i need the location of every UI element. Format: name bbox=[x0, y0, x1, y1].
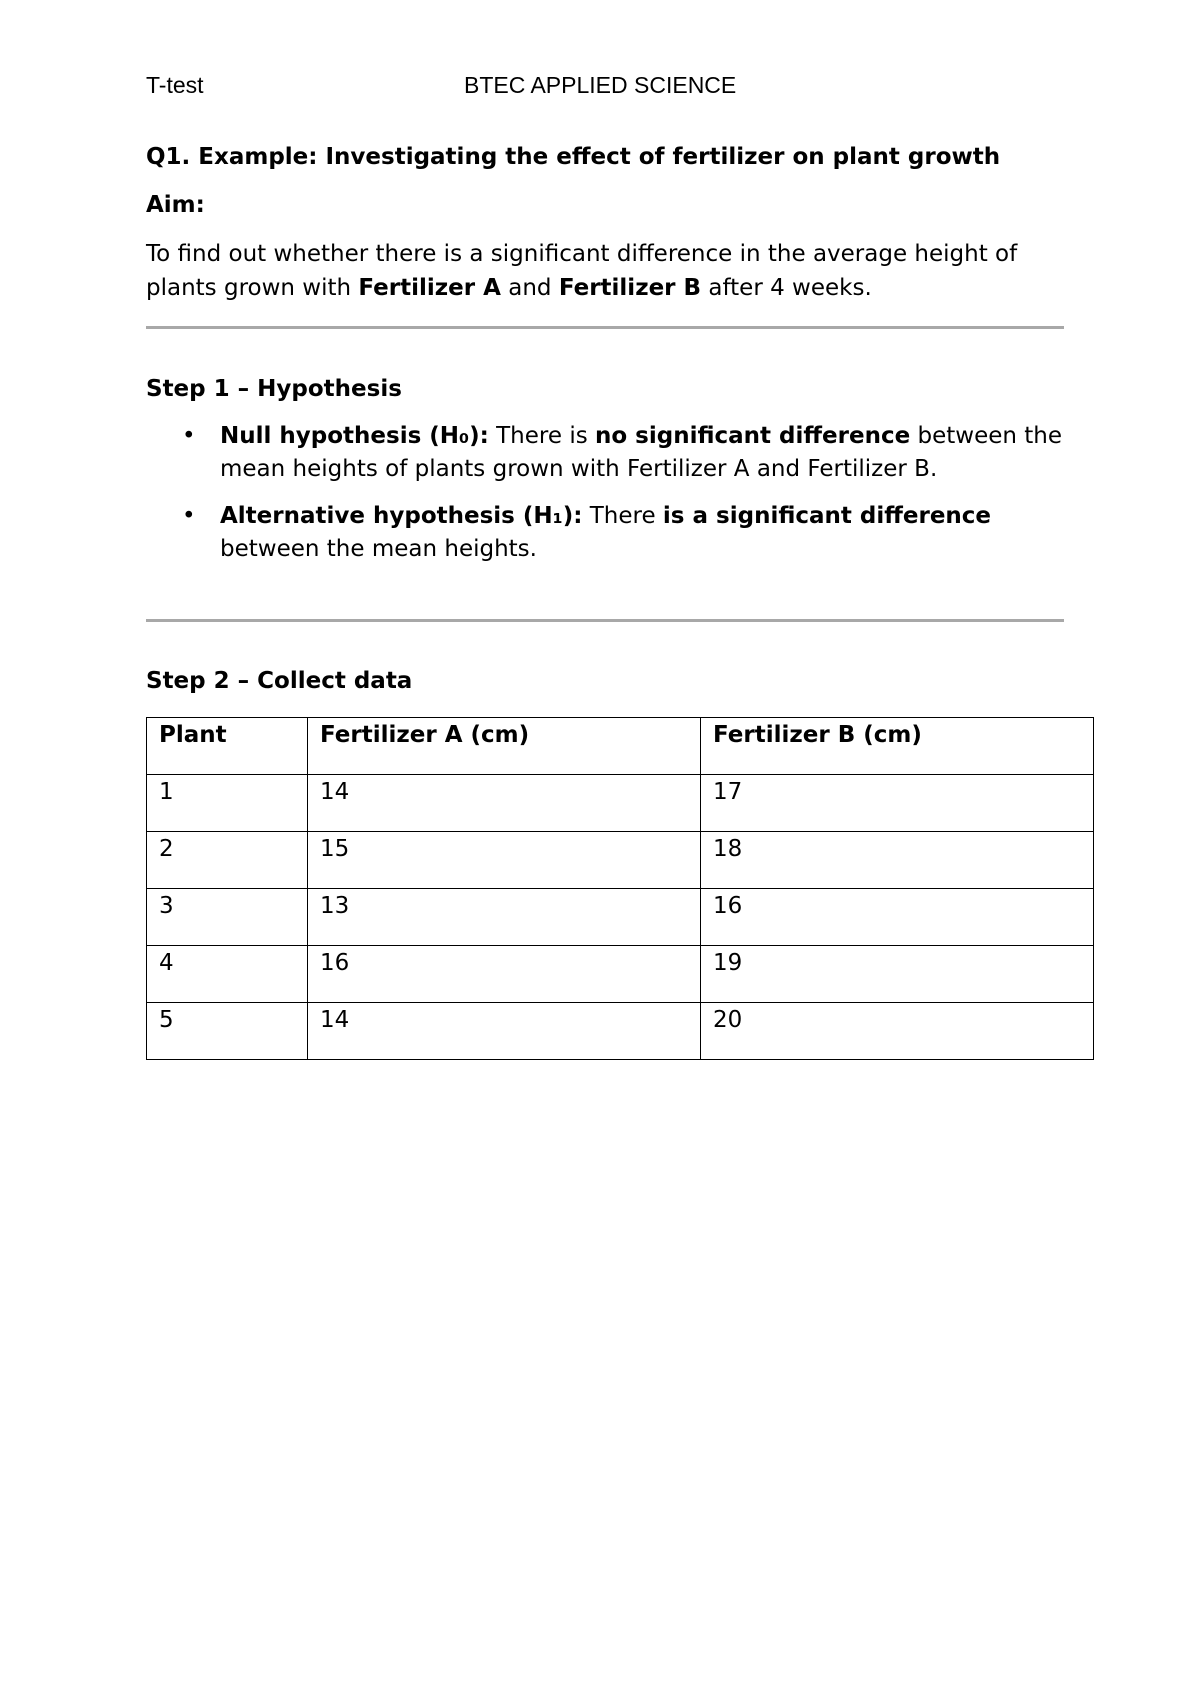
bullet-icon: • bbox=[182, 503, 196, 529]
aim-fertilizer-b: Fertilizer B bbox=[558, 275, 702, 301]
cell-fertilizer-a: 16 bbox=[308, 946, 701, 1003]
null-hypothesis-emphasis: no significant difference bbox=[595, 423, 911, 449]
section-divider bbox=[146, 619, 1064, 622]
cell-fertilizer-a: 15 bbox=[308, 832, 701, 889]
cell-fertilizer-a: 14 bbox=[308, 775, 701, 832]
cell-fertilizer-b: 20 bbox=[701, 1003, 1094, 1060]
section-divider bbox=[146, 326, 1064, 329]
step1-title: Step 1 – Hypothesis bbox=[146, 376, 402, 402]
data-table bbox=[146, 717, 1094, 1060]
cell-plant: 2 bbox=[147, 832, 308, 889]
cell-fertilizer-a: 13 bbox=[308, 889, 701, 946]
table-header-row bbox=[147, 718, 1094, 775]
table-row bbox=[147, 775, 1094, 832]
table-row bbox=[147, 946, 1094, 1003]
aim-text-part: and bbox=[500, 275, 559, 301]
table-row bbox=[147, 1003, 1094, 1060]
aim-text bbox=[146, 237, 1066, 305]
column-header-plant: Plant bbox=[147, 718, 308, 775]
alt-hypothesis-item bbox=[146, 500, 1066, 566]
aim-text-part: after 4 weeks. bbox=[701, 275, 872, 301]
alt-hypothesis-emphasis: is a significant difference bbox=[662, 503, 992, 529]
aim-text-part: To find out whether there is a significant difference in the average height of plants grown with bbox=[146, 241, 1018, 301]
cell-fertilizer-b: 18 bbox=[701, 832, 1094, 889]
alt-hypothesis-text: between the mean heights. bbox=[220, 536, 537, 562]
table-row bbox=[147, 832, 1094, 889]
alt-hypothesis-text: There bbox=[582, 503, 663, 529]
null-hypothesis-text: between the mean heights of plants grown with Fertilizer A and Fertilizer B. bbox=[220, 423, 1063, 482]
cell-fertilizer-b: 17 bbox=[701, 775, 1094, 832]
alt-hypothesis-label: Alternative hypothesis (H₁): bbox=[220, 503, 583, 529]
cell-plant: 5 bbox=[147, 1003, 308, 1060]
cell-plant: 3 bbox=[147, 889, 308, 946]
step2-title: Step 2 – Collect data bbox=[146, 668, 413, 694]
hypothesis-list bbox=[146, 420, 1066, 580]
null-hypothesis-label: Null hypothesis (H₀): bbox=[220, 423, 489, 449]
aim-fertilizer-a: Fertilizer A bbox=[358, 275, 501, 301]
null-hypothesis-text: There is bbox=[488, 423, 595, 449]
cell-fertilizer-b: 19 bbox=[701, 946, 1094, 1003]
question-title: Q1. Example: Investigating the effect of fertilizer on plant growth bbox=[146, 144, 1001, 170]
bullet-icon: • bbox=[182, 423, 196, 449]
cell-fertilizer-b: 16 bbox=[701, 889, 1094, 946]
cell-plant: 1 bbox=[147, 775, 308, 832]
table-row bbox=[147, 889, 1094, 946]
cell-plant: 4 bbox=[147, 946, 308, 1003]
aim-label: Aim: bbox=[146, 192, 205, 218]
null-hypothesis-item bbox=[146, 420, 1066, 486]
column-header-fertilizer-b: Fertilizer B (cm) bbox=[701, 718, 1094, 775]
header-doc-type: T-test bbox=[146, 72, 204, 98]
column-header-fertilizer-a: Fertilizer A (cm) bbox=[308, 718, 701, 775]
header-course-title: BTEC APPLIED SCIENCE bbox=[464, 72, 737, 98]
cell-fertilizer-a: 14 bbox=[308, 1003, 701, 1060]
